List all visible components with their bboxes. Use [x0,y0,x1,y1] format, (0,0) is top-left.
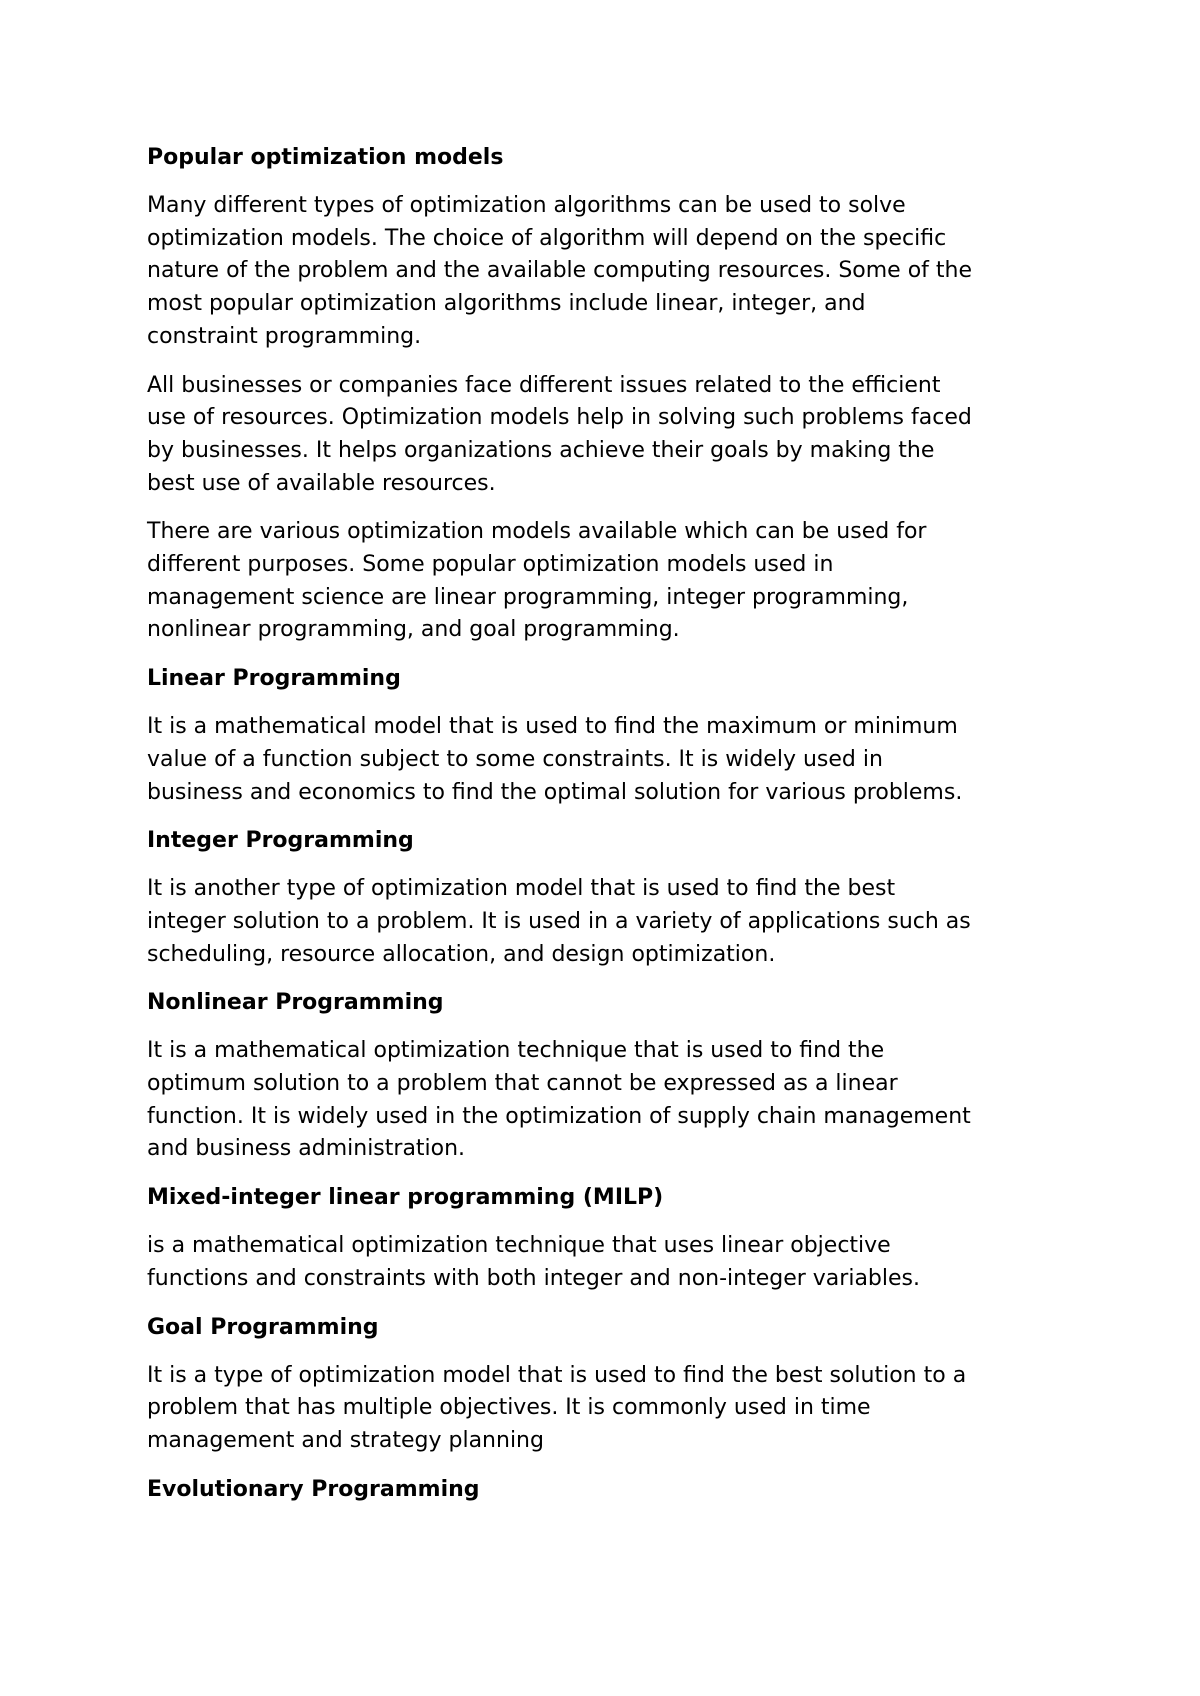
text-line: nature of the problem and the available computing resources. Some of the [147,258,972,284]
paragraph-nonlinear-programming [147,1035,1077,1166]
text-line: use of resources. Optimization models help in solving such problems faced [147,405,972,431]
paragraph-goal-programming [147,1360,1077,1458]
text-line: problem that has multiple objectives. It is commonly used in time [147,1395,871,1421]
text-line: All businesses or companies face different issues related to the efficient [147,372,941,398]
paragraph-integer-programming [147,873,1077,971]
paragraph-milp [147,1230,1077,1295]
text-line: most popular optimization algorithms include linear, integer, and [147,291,866,317]
paragraph-business-resources [147,370,1077,501]
text-line: business and economics to find the optimal solution for various problems. [147,779,963,805]
text-line: nonlinear programming, and goal programming. [147,617,680,643]
text-line: management and strategy planning [147,1427,544,1453]
text-line: It is a mathematical model that is used to find the maximum or minimum [147,714,958,740]
text-line: Many different types of optimization algorithms can be used to solve [147,193,906,218]
text-line: functions and constraints with both integer and non-integer variables. [147,1265,920,1291]
text-line: and business administration. [147,1136,466,1162]
text-line: scheduling, resource allocation, and design optimization. [147,941,776,967]
text-line: by businesses. It helps organizations achieve their goals by making the [147,437,935,463]
text-line: value of a function subject to some constraints. It is widely used in [147,746,883,772]
heading-popular-optimization-models: Popular optimization models [147,145,504,170]
heading-integer-programming: Integer Programming [147,828,414,854]
paragraph-linear-programming [147,711,1077,809]
text-line: integer solution to a problem. It is used in a variety of applications such as [147,908,971,934]
text-line: There are various optimization models available which can be used for [147,519,927,545]
text-line: It is a type of optimization model that is used to find the best solution to a [147,1362,967,1388]
text-line: optimization models. The choice of algorithm will depend on the specific [147,225,947,251]
document-body [147,142,1077,1522]
heading-nonlinear-programming: Nonlinear Programming [147,990,444,1016]
text-line: function. It is widely used in the optimization of supply chain management [147,1103,971,1129]
text-line: constraint programming. [147,323,422,349]
text-line: is a mathematical optimization technique that uses linear objective [147,1233,891,1259]
heading-milp: Mixed-integer linear programming (MILP) [147,1185,664,1211]
paragraph-various-models [147,516,1077,647]
text-line: best use of available resources. [147,470,496,496]
heading-goal-programming: Goal Programming [147,1314,379,1340]
paragraph-algorithms-intro [147,190,1077,354]
text-line: different purposes. Some popular optimization models used in [147,552,834,578]
text-line: It is a mathematical optimization technique that is used to find the [147,1038,885,1064]
text-line: optimum solution to a problem that cannot be expressed as a linear [147,1071,898,1097]
heading-linear-programming: Linear Programming [147,666,401,692]
text-line: management science are linear programming, integer programming, [147,584,909,610]
text-line: It is another type of optimization model that is used to find the best [147,876,896,902]
heading-evolutionary-programming: Evolutionary Programming [147,1476,480,1502]
